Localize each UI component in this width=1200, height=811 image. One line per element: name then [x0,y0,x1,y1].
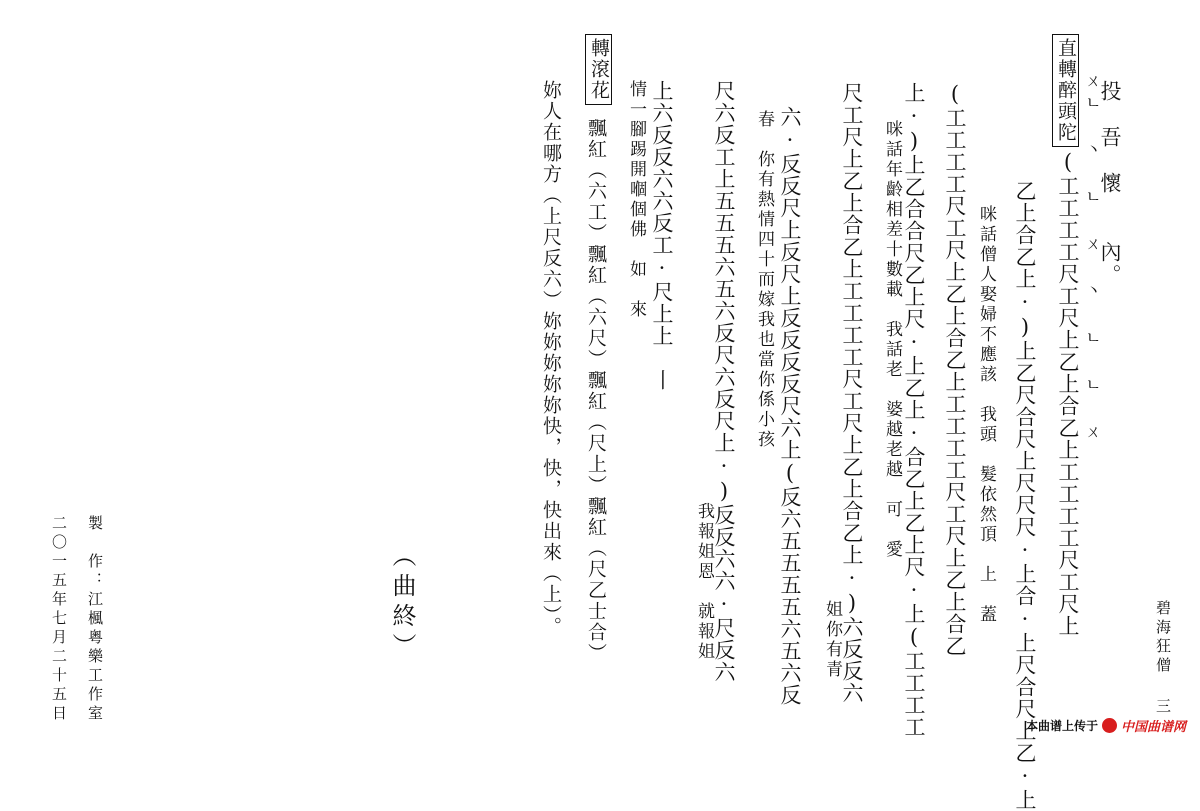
credits-date: 二〇一五年七月二十五日 [50,515,68,724]
notation-line-8: 上六反反六六反工·尺上上 丨 [650,80,674,391]
site-logo-text: 中国曲谱网 [1120,720,1186,735]
notation-line-7: 尺六反工上五五五六五六反尺六反尺上·)反反六六·尺反六 [712,80,736,683]
lyric-line-3a: 姐你有青 [822,600,842,680]
notation-line-6: 六·反反尺上反尺上反反反反尺六上(反六五五五五六五六反 [778,106,802,706]
lyric-line-1: 咪話僧人娶婦不應該 我頭 髮依然頂 上 蓋 [976,205,996,625]
footer-watermark [1026,716,1186,735]
intro-notation: ㄨㄴ 丶 ㄴ ㄨ 丶 ㄴ ㄴ ㄨ [1083,72,1102,445]
lyric-line-2: 咪話年齡相差十數載 我話老 婆越老越 可 愛 [882,120,902,560]
gun-hua-line-1: 飄紅（六工）飄紅（六尺）飄紅（尺上）飄紅（尺乙士合） [585,118,607,664]
notation-line-3: (工工工工尺工尺上乙上合乙上工工工工尺工尺上乙上合乙 [943,82,967,657]
notation-line-2: 乙上合乙上·)上乙尺合尺上尺尺尺·上合·上尺合尺上乙·上 [1013,180,1037,811]
lyric-line-4: 我報姐恩 就報姐 [694,502,714,662]
section-title-zhi-zhuan-zui-tou-tuo: 直轉醉頭陀 [1052,34,1079,147]
section-title-zhuan-gun-hua: 轉滾花 [585,34,612,105]
page-title: 碧海狂僧 三 [1154,600,1172,717]
notation-line-5: 尺工尺上乙上合乙上工工工工尺工尺上乙上合乙上·)六反反六 [840,82,864,704]
footer-text: 本曲谱上传于 [1025,719,1098,733]
intro-lyrics: 投 吾 懷 內。 [1098,80,1122,287]
lyric-line-5: 情一腳踢開嗰個佛 如 來 [626,80,646,320]
site-logo-icon [1102,718,1117,733]
notation-line-1: (工工工工尺工尺上乙上合乙上工工工工尺工尺上 [1056,150,1080,637]
lyric-line-3: 春 你有熱情四十而嫁我也當你係小孩 [754,110,774,450]
credits-producer: 製 作：江楓粵樂工作室 [86,515,104,724]
notation-line-4: 上·)上乙合合尺乙上尺·上乙上·合乙上乙上尺·上(工工工工 [902,82,926,738]
end-mark: （曲終） [388,543,416,663]
gun-hua-line-2: 妳人在哪方（上尺反六）妳妳妳妳妳快，快，快出來（上）。 [540,80,562,638]
